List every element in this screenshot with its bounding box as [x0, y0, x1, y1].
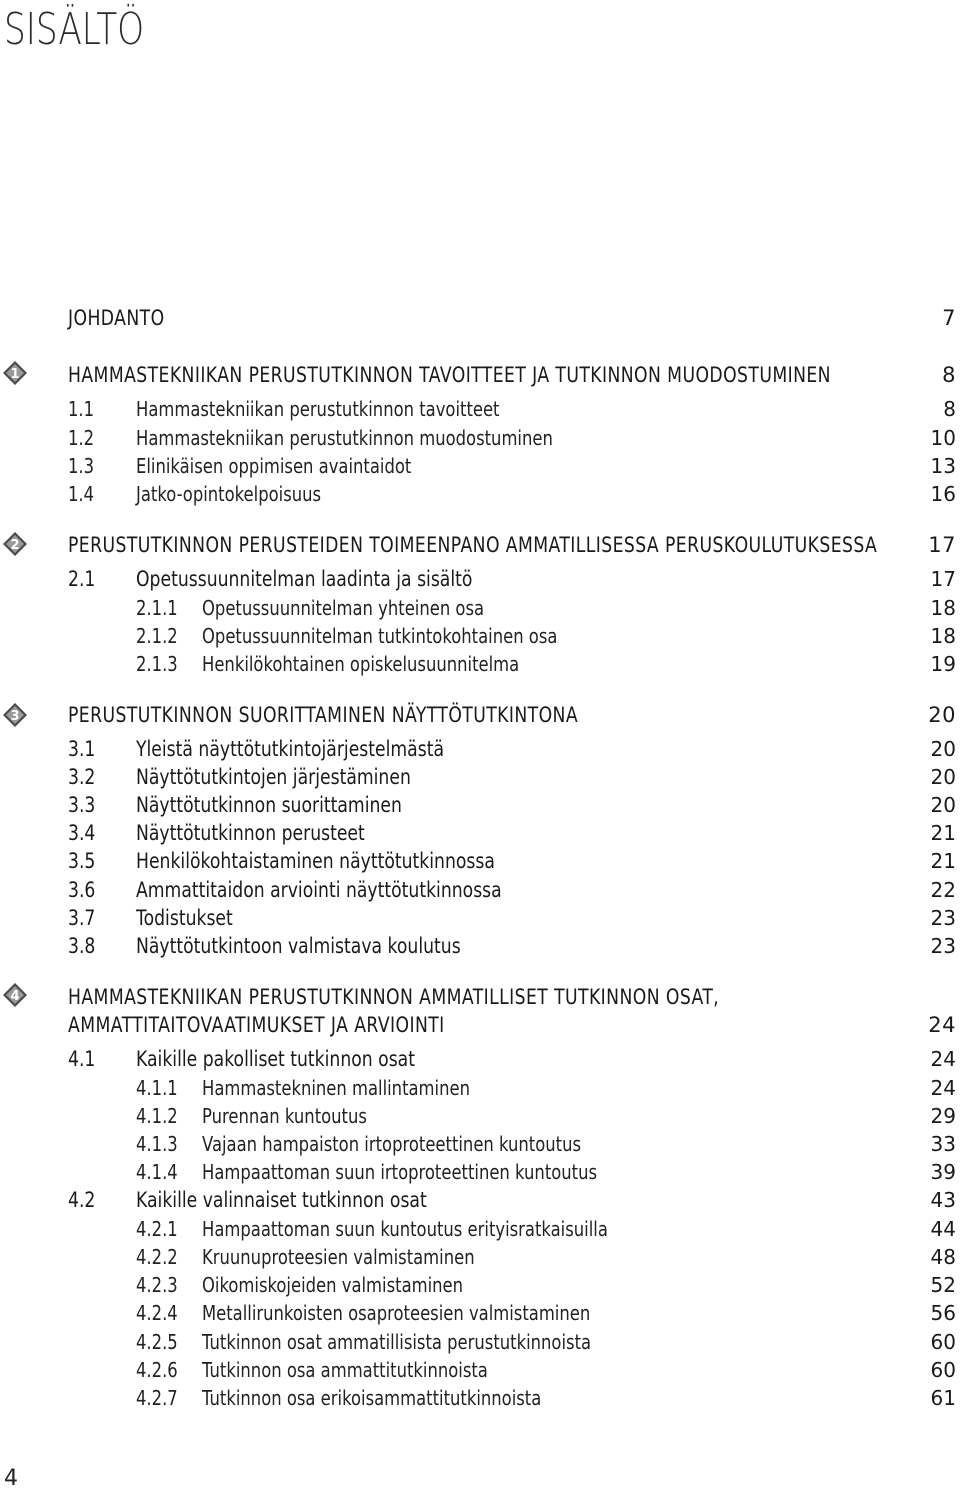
toc-entry-number: 4.2	[68, 1188, 96, 1212]
toc-entry-2-1-2[interactable]	[0, 622, 960, 650]
toc-entry-chapter-1[interactable]	[0, 361, 960, 389]
toc-entry-4-1-3[interactable]	[0, 1130, 960, 1158]
svg-text:2: 2	[10, 538, 20, 553]
toc-entry-label: Yleistä näyttötutkintojärjestelmästä	[136, 737, 445, 761]
toc-entry-4-2-1[interactable]	[0, 1215, 960, 1243]
toc-entry-3-6[interactable]	[0, 876, 960, 904]
toc-entry-page: 13	[930, 454, 956, 478]
toc-entry-label: Opetussuunnitelman yhteinen osa	[202, 596, 485, 620]
toc-entry-number: 2.1.2	[136, 624, 178, 648]
toc-entry-3-4[interactable]	[0, 819, 960, 847]
toc-entry-number: 4.2.5	[136, 1330, 178, 1354]
toc-entry-page: 29	[930, 1104, 956, 1128]
toc-entry-number: 1.3	[68, 454, 95, 478]
toc-entry-3-7[interactable]	[0, 904, 960, 932]
toc-entry-label: Oikomiskojeiden valmistaminen	[202, 1273, 464, 1297]
toc-entry-page: 56	[930, 1301, 956, 1325]
toc-entry-number: 4.2.3	[136, 1273, 178, 1297]
toc-entry-page: 17	[930, 567, 956, 591]
toc-entry-4-2[interactable]	[0, 1186, 960, 1214]
toc-entry-page: 48	[930, 1245, 956, 1269]
toc-entry-label: HAMMASTEKNIIKAN PERUSTUTKINNON AMMATILLISET TUTKINNON OSAT,	[68, 985, 720, 1009]
toc-entry-label: Jatko-opintokelpoisuus	[136, 482, 322, 506]
svg-text:1: 1	[10, 367, 20, 382]
toc-entry-label: Hammastekniikan perustutkinnon muodostuminen	[136, 426, 553, 450]
toc-entry-label: Ammattitaidon arviointi näyttötutkinnossa	[136, 878, 502, 902]
toc-entry-label: Henkilökohtainen opiskelusuunnitelma	[202, 652, 520, 676]
toc-entry-page: 24	[930, 1047, 956, 1071]
toc-entry-page: 8	[942, 363, 956, 387]
toc-entry-page: 43	[930, 1188, 956, 1212]
toc-entry-number: 2.1	[68, 567, 96, 591]
toc-entry-label: Metallirunkoisten osaproteesien valmistaminen	[202, 1301, 591, 1325]
toc-entry-page: 19	[930, 652, 956, 676]
toc-entry-page: 23	[930, 906, 956, 930]
toc-entry-number: 4.1	[68, 1047, 96, 1071]
toc-entry-label: Hampaattoman suun kuntoutus erityisratkaisuilla	[202, 1217, 608, 1241]
toc-entry-1-4[interactable]	[0, 480, 960, 508]
toc-entry-page: 21	[930, 849, 956, 873]
toc-entry-2-1[interactable]	[0, 565, 960, 593]
toc-entry-chapter-4-line-1[interactable]	[0, 983, 960, 1011]
toc-entry-4-1-2[interactable]	[0, 1102, 960, 1130]
toc-entry-number: 4.2.7	[136, 1386, 178, 1410]
toc-entry-page: 20	[930, 737, 956, 761]
toc-entry-3-2[interactable]	[0, 763, 960, 791]
toc-entry-page: 20	[930, 793, 956, 817]
toc-entry-label: Tutkinnon osat ammatillisista perustutkinnoista	[202, 1330, 592, 1354]
toc-entry-page: 60	[930, 1330, 956, 1354]
toc-entry-number: 3.5	[68, 849, 96, 873]
toc-entry-page: 8	[943, 397, 956, 421]
toc-entry-label: Opetussuunnitelman tutkintokohtainen osa	[202, 624, 558, 648]
toc-entry-3-3[interactable]	[0, 791, 960, 819]
toc-entry-page: 16	[930, 482, 956, 506]
page-number: 4	[4, 1466, 18, 1491]
toc-entry-page: 17	[928, 533, 956, 557]
toc-entry-1-2[interactable]	[0, 424, 960, 452]
toc-entry-page: 39	[930, 1160, 956, 1184]
toc-entry-number: 1.1	[68, 397, 95, 421]
toc-entry-4-2-7[interactable]	[0, 1384, 960, 1412]
toc-entry-4-2-4[interactable]	[0, 1299, 960, 1327]
toc-entry-page: 22	[930, 878, 956, 902]
toc-entry-number: 1.2	[68, 426, 95, 450]
toc-entry-4-2-5[interactable]	[0, 1328, 960, 1356]
toc-entry-number: 4.1.1	[136, 1076, 178, 1100]
toc-entry-intro[interactable]	[0, 304, 960, 332]
svg-text:4: 4	[10, 989, 20, 1004]
toc-entry-label: Näyttötutkintojen järjestäminen	[136, 765, 411, 789]
toc-entry-4-1-4[interactable]	[0, 1158, 960, 1186]
toc-entry-label: Näyttötutkintoon valmistava koulutus	[136, 934, 461, 958]
toc-entry-number: 3.3	[68, 793, 96, 817]
toc-entry-page: 18	[930, 596, 956, 620]
toc-entry-label: Tutkinnon osa erikoisammattitutkinnoista	[202, 1386, 542, 1410]
toc-entry-3-1[interactable]	[0, 735, 960, 763]
toc-entry-number: 4.2.1	[136, 1217, 178, 1241]
toc-entry-number: 3.1	[68, 737, 96, 761]
toc-entry-page: 33	[930, 1132, 956, 1156]
toc-entry-3-5[interactable]	[0, 847, 960, 875]
toc-entry-chapter-3[interactable]	[0, 701, 960, 729]
toc-entry-page: 21	[930, 821, 956, 845]
toc-entry-4-2-2[interactable]	[0, 1243, 960, 1271]
toc-entry-2-1-1[interactable]	[0, 594, 960, 622]
toc-entry-label: PERUSTUTKINNON PERUSTEIDEN TOIMEENPANO AMMATILLISESSA PERUSKOULUTUKSESSA	[68, 533, 878, 557]
toc-entry-page: 61	[930, 1386, 956, 1410]
toc-entry-4-1[interactable]	[0, 1045, 960, 1073]
toc-entry-label: Näyttötutkinnon perusteet	[136, 821, 365, 845]
toc-entry-page: 52	[930, 1273, 956, 1297]
toc-entry-page: 24	[928, 1013, 956, 1037]
toc-entry-number: 3.8	[68, 934, 96, 958]
toc-entry-number: 2.1.3	[136, 652, 178, 676]
toc-entry-number: 1.4	[68, 482, 95, 506]
toc-entry-number: 3.7	[68, 906, 96, 930]
toc-entry-label: Todistukset	[136, 906, 233, 930]
toc-entry-page: 23	[930, 934, 956, 958]
toc-entry-4-2-3[interactable]	[0, 1271, 960, 1299]
toc-entry-chapter-2[interactable]	[0, 531, 960, 559]
toc-entry-number: 2.1.1	[136, 596, 178, 620]
toc-entry-label: Opetussuunnitelman laadinta ja sisältö	[136, 567, 473, 591]
toc-entry-label: Hammastekninen mallintaminen	[202, 1076, 470, 1100]
toc-entry-label: Kaikille pakolliset tutkinnon osat	[136, 1047, 415, 1071]
toc-entry-number: 4.1.4	[136, 1160, 178, 1184]
toc-entry-number: 3.6	[68, 878, 96, 902]
toc-entry-2-1-3[interactable]	[0, 650, 960, 678]
toc-entry-label: Purennan kuntoutus	[202, 1104, 367, 1128]
toc-entry-page: 24	[930, 1076, 956, 1100]
toc-entry-number: 4.2.4	[136, 1301, 178, 1325]
toc-entry-label: Näyttötutkinnon suorittaminen	[136, 793, 402, 817]
toc-entry-page: 7	[942, 306, 956, 330]
toc-entry-label: Hammastekniikan perustutkinnon tavoitteet	[136, 397, 500, 421]
toc-entry-label: PERUSTUTKINNON SUORITTAMINEN NÄYTTÖTUTKINTONA	[68, 703, 579, 727]
toc-entry-label: AMMATTITAITOVAATIMUKSET JA ARVIOINTI	[68, 1013, 445, 1037]
toc-entry-chapter-4-line-2[interactable]	[0, 1011, 960, 1039]
toc-entry-3-8[interactable]	[0, 932, 960, 960]
toc-entry-label: Kaikille valinnaiset tutkinnon osat	[136, 1188, 427, 1212]
toc-entry-label: Elinikäisen oppimisen avaintaidot	[136, 454, 412, 478]
toc-entry-label: Henkilökohtaistaminen näyttötutkinnossa	[136, 849, 495, 873]
svg-text:3: 3	[10, 709, 20, 724]
page-title: SISÄLTÖ	[4, 4, 145, 55]
toc-entry-page: 20	[928, 703, 956, 727]
toc-entry-label: Hampaattoman suun irtoproteettinen kuntoutus	[202, 1160, 598, 1184]
toc-entry-number: 4.1.2	[136, 1104, 178, 1128]
toc-entry-label: Vajaan hampaiston irtoproteettinen kuntoutus	[202, 1132, 582, 1156]
toc-entry-page: 60	[930, 1358, 956, 1382]
toc-entry-number: 4.2.6	[136, 1358, 178, 1382]
toc-entry-label: Kruunuproteesien valmistaminen	[202, 1245, 475, 1269]
toc-entry-page: 20	[930, 765, 956, 789]
toc-entry-4-2-6[interactable]	[0, 1356, 960, 1384]
toc-entry-1-1[interactable]	[0, 395, 960, 423]
toc-entry-page: 44	[930, 1217, 956, 1241]
toc-entry-label: HAMMASTEKNIIKAN PERUSTUTKINNON TAVOITTEET JA TUTKINNON MUODOSTUMINEN	[68, 363, 831, 387]
toc-entry-number: 4.1.3	[136, 1132, 178, 1156]
toc-entry-number: 3.2	[68, 765, 96, 789]
toc-entry-1-3[interactable]	[0, 452, 960, 480]
toc-entry-label: Tutkinnon osa ammattitutkinnoista	[202, 1358, 488, 1382]
toc-entry-page: 18	[930, 624, 956, 648]
toc-entry-label: JOHDANTO	[68, 306, 165, 330]
toc-entry-page: 10	[930, 426, 956, 450]
toc-entry-number: 3.4	[68, 821, 96, 845]
toc-entry-number: 4.2.2	[136, 1245, 178, 1269]
toc-entry-4-1-1[interactable]	[0, 1074, 960, 1102]
